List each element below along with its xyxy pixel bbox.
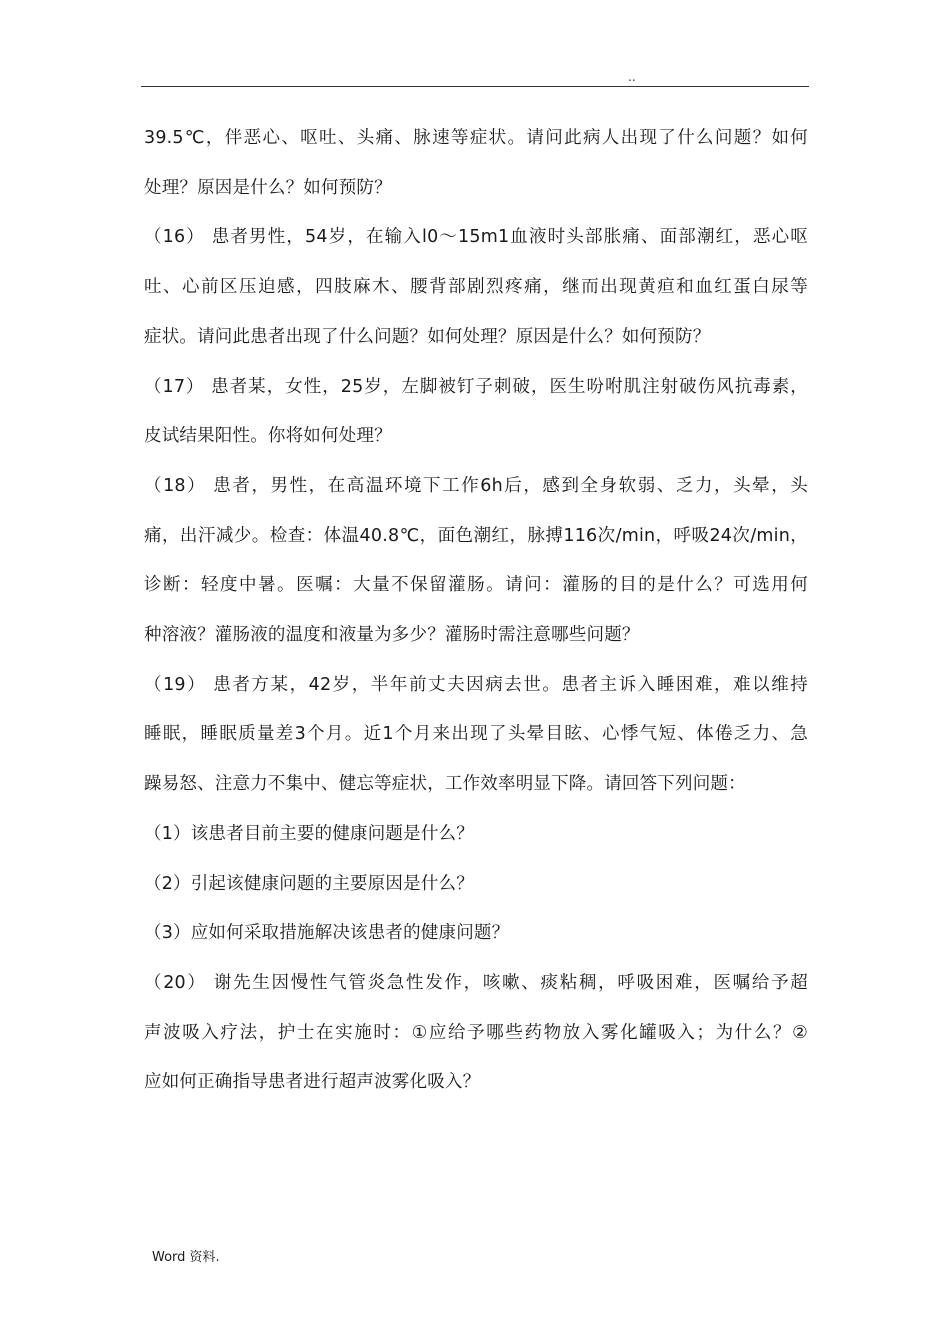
text-line: 皮试结果阳性。你将如何处理？ — [144, 426, 392, 447]
text-line: 躁易怒、注意力不集中、健忘等症状，工作效率明显下降。请回答下列问题： — [144, 774, 746, 795]
text-line: 吐、心前区压迫感，四肢麻木、腰背部剧烈疼痛，继而出现黄疸和血红蛋白尿等 — [144, 277, 808, 298]
text-line: （20） 谢先生因慢性气管炎急性发作，咳嗽、痰粘稠，呼吸困难，医嘱给予超 — [144, 972, 808, 993]
text-line: 症状。请问此患者出现了什么问题？如何处理？原因是什么？如何预防？ — [144, 326, 711, 347]
text-line: （1）该患者目前主要的健康问题是什么？ — [144, 823, 474, 844]
text-line: （19） 患者方某，42岁，半年前丈夫因病去世。患者主诉入睡困难，难以维持 — [144, 674, 808, 695]
text-line: 处理？原因是什么？如何预防？ — [144, 177, 392, 198]
text-line: 声波吸入疗法，护士在实施时：①应给予哪些药物放入雾化罐吸入；为什么？② — [144, 1022, 808, 1043]
text-line: （3）应如何采取措施解决该患者的健康问题？ — [144, 923, 510, 944]
document-body — [144, 114, 808, 1108]
text-line: 应如何正确指导患者进行超声波雾化吸入？ — [144, 1072, 481, 1093]
text-line: 痛，出汗减少。检查：体温40.8℃，面色潮红，脉搏116次/min，呼吸24次/min， — [144, 525, 808, 546]
header-rule — [141, 86, 809, 87]
page-footer: Word 资料. — [152, 1250, 220, 1265]
text-line: （2）引起该健康问题的主要原因是什么？ — [144, 873, 474, 894]
text-line: （18） 患者，男性，在高温环境下工作6h后，感到全身软弱、乏力，头晕，头 — [144, 475, 808, 496]
text-line: 诊断：轻度中暑。医嘱：大量不保留灌肠。请问：灌肠的目的是什么？可选用何 — [144, 575, 808, 596]
text-line: （16） 患者男性，54岁，在输入l0～15m1血液时头部胀痛、面部潮红，恶心呕 — [144, 227, 808, 248]
text-line: 39.5℃，伴恶心、呕吐、头痛、脉速等症状。请问此病人出现了什么问题？如何 — [144, 128, 808, 148]
text-line: 种溶液？灌肠液的温度和液量为多少？灌肠时需注意哪些问题？ — [144, 625, 640, 646]
text-line: 睡眠，睡眠质量差3个月。近1个月来出现了头晕目眩、心悸气短、体倦乏力、急 — [144, 724, 808, 745]
text-line: （17） 患者某，女性，25岁，左脚被钉子刺破，医生吩咐肌注射破伤风抗毒素， — [144, 376, 808, 397]
header-mark: .. — [628, 70, 636, 84]
